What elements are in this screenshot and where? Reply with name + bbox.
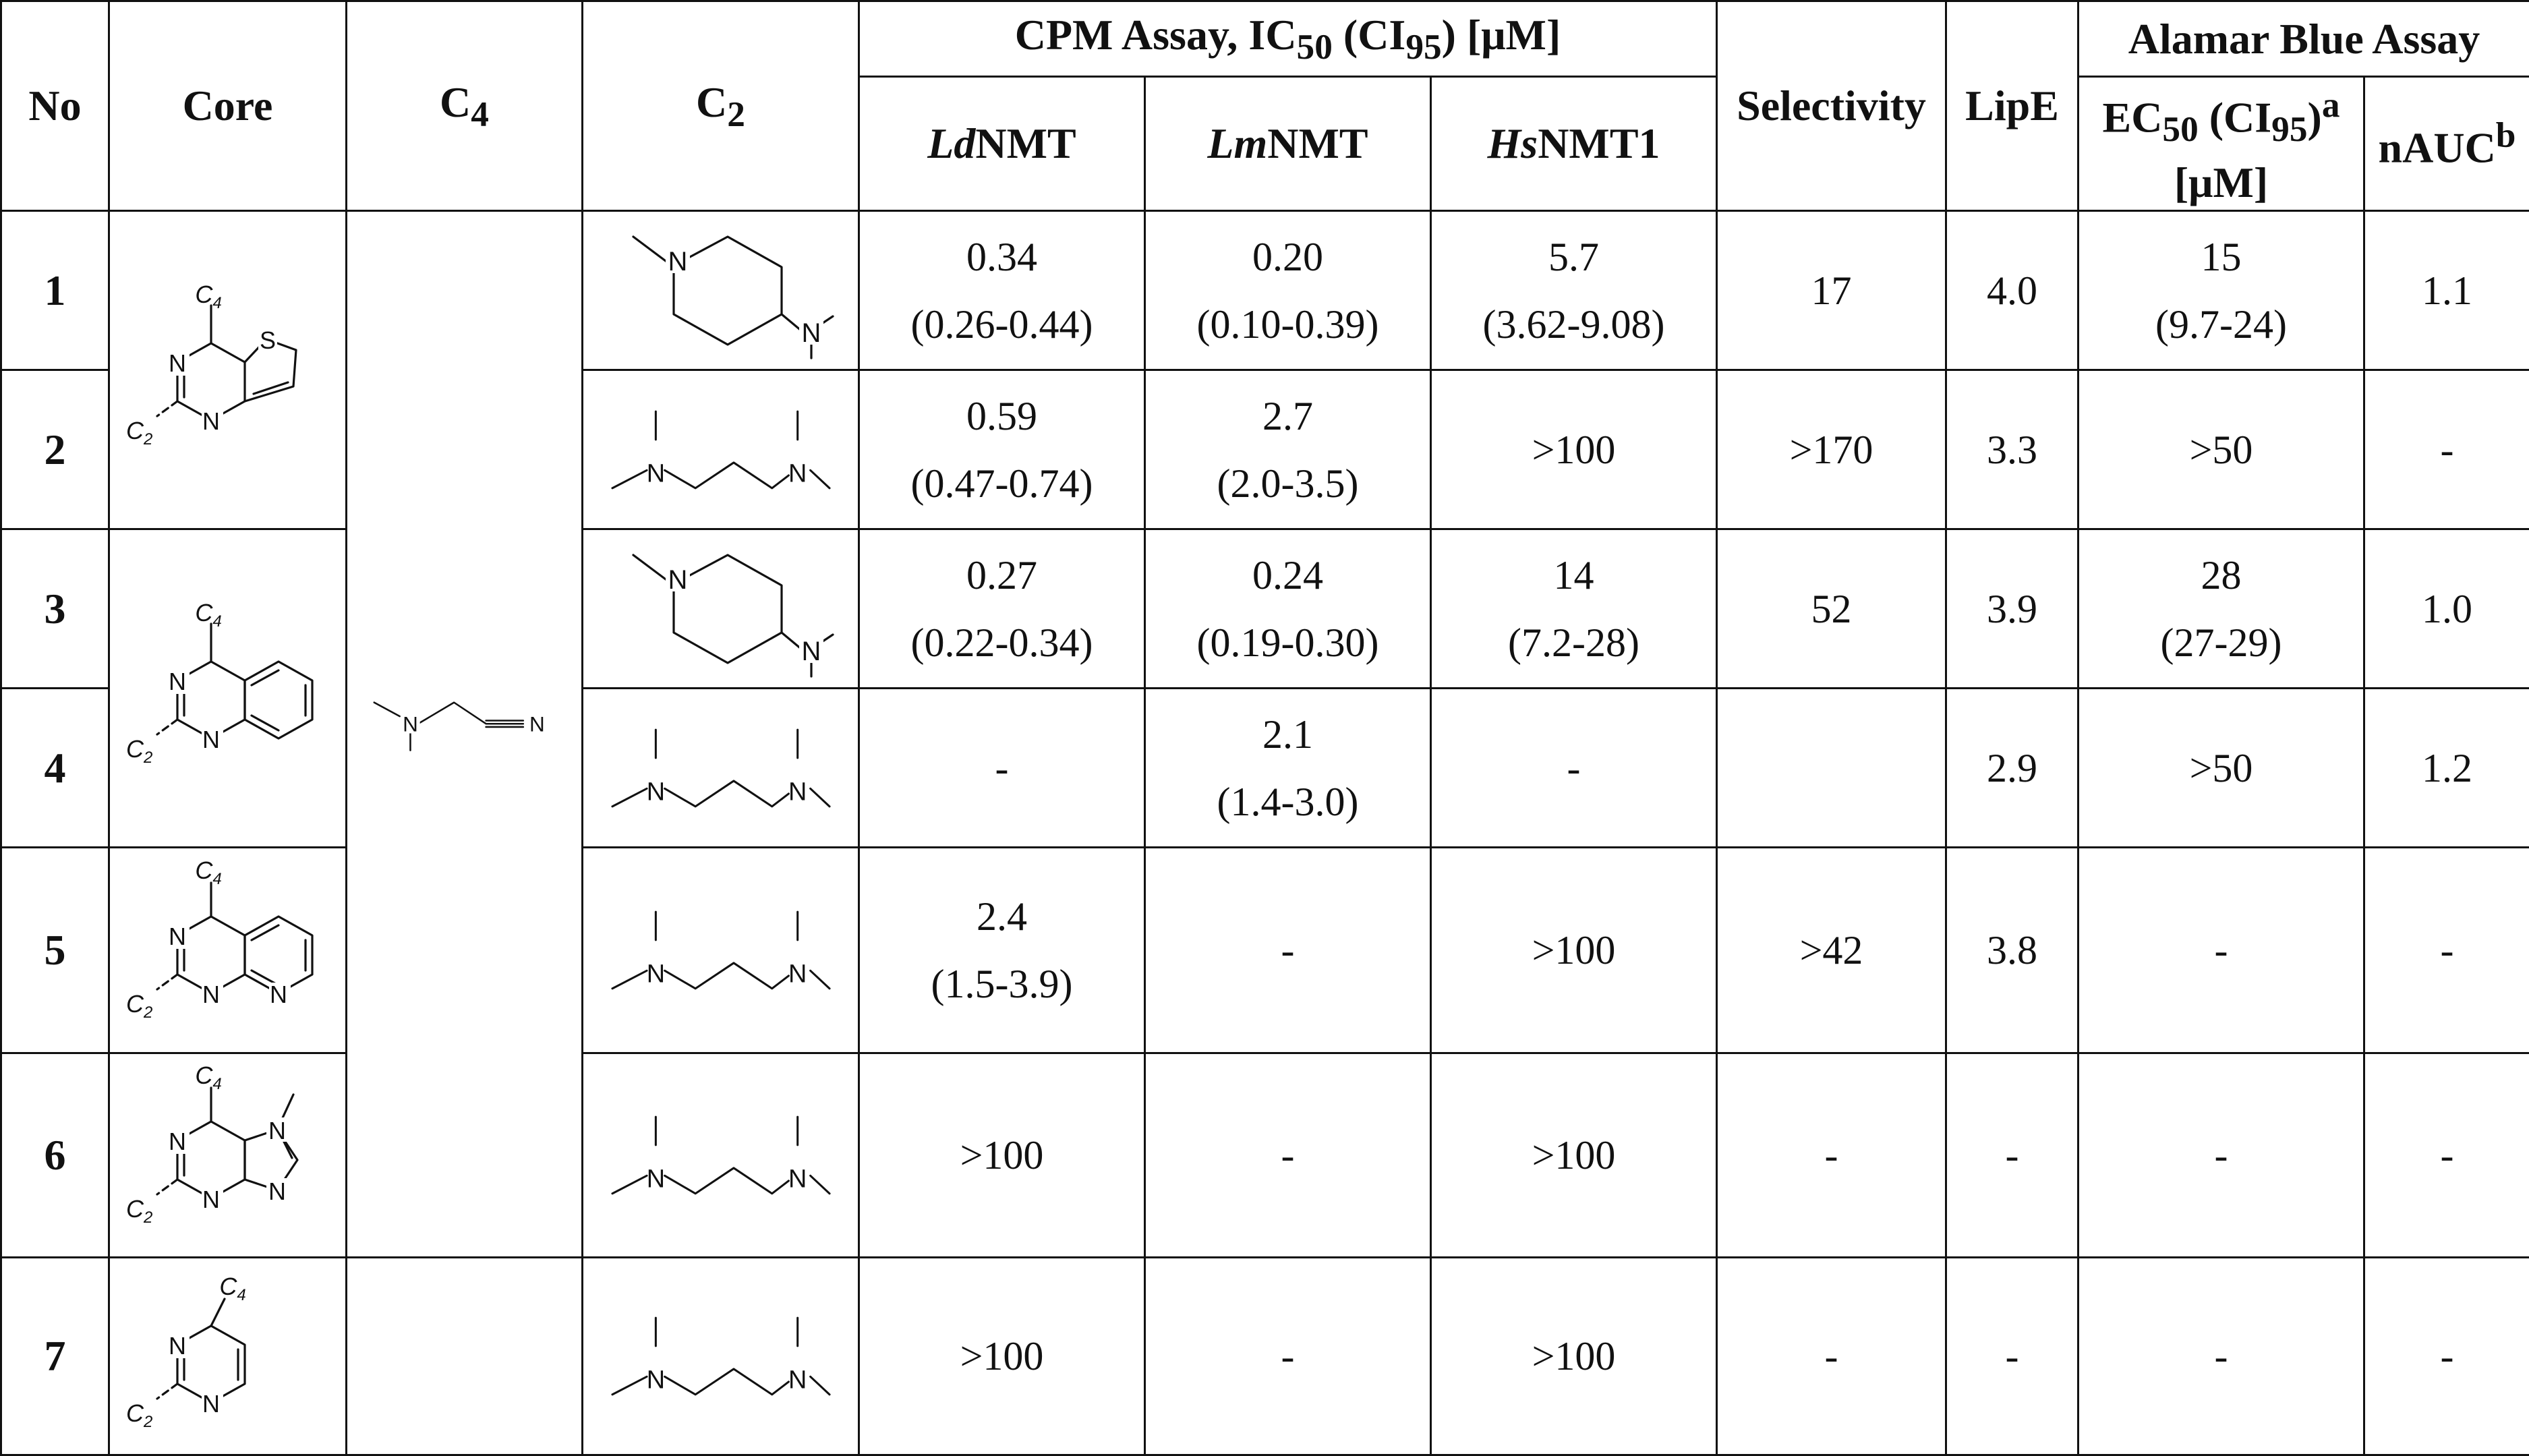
row-4-nauc: 1.2 — [2364, 689, 2529, 848]
row-6-ldnmt: >100 — [859, 1053, 1145, 1258]
row-7-no: 7 — [1, 1258, 109, 1455]
row-5-c2 — [583, 848, 859, 1053]
row-5-no: 5 — [1, 848, 109, 1053]
svg-text:N: N — [788, 960, 807, 988]
row-3-lmnmt: 0.24 (0.19-0.30) — [1145, 529, 1431, 689]
header-lipe: LipE — [1946, 1, 2079, 211]
piperidine-amine-structure-icon — [606, 535, 836, 683]
row-6-hsnmt1: >100 — [1431, 1053, 1717, 1258]
row-7-selectivity: - — [1717, 1258, 1946, 1455]
header-ldnmt: LdNMT — [859, 77, 1145, 211]
row-5-selectivity: >42 — [1717, 848, 1946, 1053]
row-1-lipe: 4.0 — [1946, 211, 2079, 370]
row-1-selectivity: 17 — [1717, 211, 1946, 370]
svg-text:N: N — [646, 778, 664, 806]
row-6-no: 6 — [1, 1053, 109, 1258]
row-7-lmnmt: - — [1145, 1258, 1431, 1455]
row-1-c2 — [583, 211, 859, 370]
row-2-ldnmt: 0.59 (0.47-0.74) — [859, 370, 1145, 529]
table-row — [1, 211, 2529, 370]
header-no: No — [1, 1, 109, 211]
row-7-lipe: - — [1946, 1258, 2079, 1455]
svg-text:C2: $C_2$ — [126, 417, 152, 448]
row-5-ldnmt: 2.4 (1.5-3.9) — [859, 848, 1145, 1053]
row-4-ec50: >50 — [2079, 689, 2364, 848]
svg-text:C2: $C_2$ — [126, 1399, 152, 1431]
svg-text:N: N — [403, 711, 418, 736]
svg-text:N: N — [202, 1186, 220, 1213]
table-row — [1, 1258, 2529, 1455]
svg-text:N: N — [788, 778, 807, 806]
svg-text:N: N — [668, 247, 687, 276]
svg-text:C2: $C_2$ — [126, 735, 152, 767]
header-c4: $C_4$ — [347, 1, 583, 211]
row-5-nauc: - — [2364, 848, 2529, 1053]
svg-text:C4: $C_4$ — [195, 856, 221, 888]
purine-structure-icon — [117, 1054, 339, 1256]
svg-text:N: N — [202, 981, 220, 1008]
pyrimidine-structure-icon — [117, 1258, 339, 1454]
svg-text:C4: $C_4$ — [219, 1273, 245, 1304]
row-7-ldnmt: >100 — [859, 1258, 1145, 1455]
svg-text:C4: $C_4$ — [195, 1061, 221, 1093]
row-6-lipe: - — [1946, 1053, 2079, 1258]
svg-text:S: S — [259, 326, 275, 354]
row-4-ldnmt: - — [859, 689, 1145, 848]
svg-text:N: N — [788, 459, 807, 488]
row-4-lmnmt: 2.1 (1.4-3.0) — [1145, 689, 1431, 848]
core-pyridopyrimidine — [109, 848, 347, 1053]
row-7-nauc: - — [2364, 1258, 2529, 1455]
row-6-lmnmt: - — [1145, 1053, 1431, 1258]
svg-text:N: N — [529, 711, 544, 736]
header-c2: $C_2$ — [583, 1, 859, 211]
row-2-no: 2 — [1, 370, 109, 529]
row-5-ec50: - — [2079, 848, 2364, 1053]
svg-text:N: N — [646, 1165, 664, 1193]
core-purine — [109, 1053, 347, 1258]
row-3-lipe: 3.9 — [1946, 529, 2079, 689]
thienopyrimidine-structure-icon — [117, 256, 339, 485]
diamine-structure-icon — [600, 386, 842, 514]
header-nauc: nAUC$^b$ — [2364, 77, 2529, 211]
svg-text:N: N — [646, 459, 664, 488]
svg-text:N: N — [202, 1390, 220, 1418]
row-1-ldnmt: 0.34 (0.26-0.44) — [859, 211, 1145, 370]
svg-text:C2: $C_2$ — [126, 1195, 152, 1227]
header-hsnmt1: HsNMT1 — [1431, 77, 1717, 211]
row-6-c2 — [583, 1053, 859, 1258]
svg-text:N: N — [169, 923, 186, 950]
row-7-c4 — [347, 1258, 583, 1455]
row-3-ec50: 28 (27-29) — [2079, 529, 2364, 689]
row-2-hsnmt1: >100 — [1431, 370, 1717, 529]
row-2-selectivity: >170 — [1717, 370, 1946, 529]
row-7-ec50: - — [2079, 1258, 2364, 1455]
svg-text:N: N — [788, 1165, 807, 1193]
svg-text:N: N — [788, 1366, 807, 1394]
row-1-lmnmt: 0.20 (0.10-0.39) — [1145, 211, 1431, 370]
row-3-selectivity: 52 — [1717, 529, 1946, 689]
core-quinazoline — [109, 529, 347, 848]
row-4-lipe: 2.9 — [1946, 689, 2079, 848]
row-3-nauc: 1.0 — [2364, 529, 2529, 689]
row-4-no: 4 — [1, 689, 109, 848]
row-2-nauc: - — [2364, 370, 2529, 529]
svg-text:N: N — [268, 1117, 286, 1144]
core-pyrimidine — [109, 1258, 347, 1455]
row-3-c2 — [583, 529, 859, 689]
row-3-hsnmt1: 14 (7.2-28) — [1431, 529, 1717, 689]
svg-text:N: N — [801, 637, 821, 666]
diamine-structure-icon — [600, 1292, 842, 1420]
row-5-hsnmt1: >100 — [1431, 848, 1717, 1053]
svg-text:N: N — [202, 726, 220, 753]
svg-text:N: N — [646, 960, 664, 988]
row-5-lipe: 3.8 — [1946, 848, 2079, 1053]
svg-text:N: N — [801, 318, 821, 348]
piperidine-amine-structure-icon — [606, 216, 836, 365]
header-alamar-blue: Alamar Blue Assay — [2079, 1, 2529, 77]
svg-text:N: N — [169, 349, 186, 377]
header-lmnmt: LmNMT — [1145, 77, 1431, 211]
svg-text:N: N — [169, 1128, 186, 1155]
row-6-ec50: - — [2079, 1053, 2364, 1258]
header-ec50: $EC_{50}$ $(CI_{95})^a$ [μM] — [2079, 77, 2364, 211]
row-1-hsnmt1: 5.7 (3.62-9.08) — [1431, 211, 1717, 370]
svg-text:N: N — [202, 407, 220, 435]
row-2-lmnmt: 2.7 (2.0-3.5) — [1145, 370, 1431, 529]
diamine-structure-icon — [600, 886, 842, 1014]
row-3-ldnmt: 0.27 (0.22-0.34) — [859, 529, 1145, 689]
row-1-nauc: 1.1 — [2364, 211, 2529, 370]
row-4-c2 — [583, 689, 859, 848]
aminopropanenitrile-structure-icon — [364, 680, 566, 788]
diamine-structure-icon — [600, 1091, 842, 1219]
row-4-selectivity — [1717, 689, 1946, 848]
svg-text:N: N — [646, 1366, 664, 1394]
header-core: Core — [109, 1, 347, 211]
header-cpm-assay: CPM Assay, $IC_{50}$ $(CI_{95})$ [μM] — [859, 1, 1717, 77]
svg-text:N: N — [169, 1332, 186, 1360]
row-3-no: 3 — [1, 529, 109, 689]
svg-text:N: N — [270, 981, 287, 1008]
row-7-c2 — [583, 1258, 859, 1455]
svg-text:C2: $C_2$ — [126, 990, 152, 1022]
svg-text:C4: $C_4$ — [195, 599, 221, 631]
row-6-selectivity: - — [1717, 1053, 1946, 1258]
header-selectivity: Selectivity — [1717, 1, 1946, 211]
row-1-no: 1 — [1, 211, 109, 370]
svg-text:N: N — [169, 668, 186, 695]
row-2-c2 — [583, 370, 859, 529]
row-2-lipe: 3.3 — [1946, 370, 2079, 529]
row-4-hsnmt1: - — [1431, 689, 1717, 848]
row-5-lmnmt: - — [1145, 848, 1431, 1053]
row-6-nauc: - — [2364, 1053, 2529, 1258]
svg-text:N: N — [668, 565, 687, 595]
pyridopyrimidine-structure-icon — [117, 849, 339, 1051]
row-1-ec50: 15 (9.7-24) — [2079, 211, 2364, 370]
svg-text:N: N — [268, 1177, 286, 1205]
row-2-ec50: >50 — [2079, 370, 2364, 529]
core-thienopyrimidine — [109, 211, 347, 529]
svg-text:C4: $C_4$ — [195, 281, 221, 312]
diamine-structure-icon — [600, 704, 842, 832]
quinazoline-structure-icon — [117, 574, 339, 803]
c4-substituent — [347, 211, 583, 1258]
row-7-hsnmt1: >100 — [1431, 1258, 1717, 1455]
